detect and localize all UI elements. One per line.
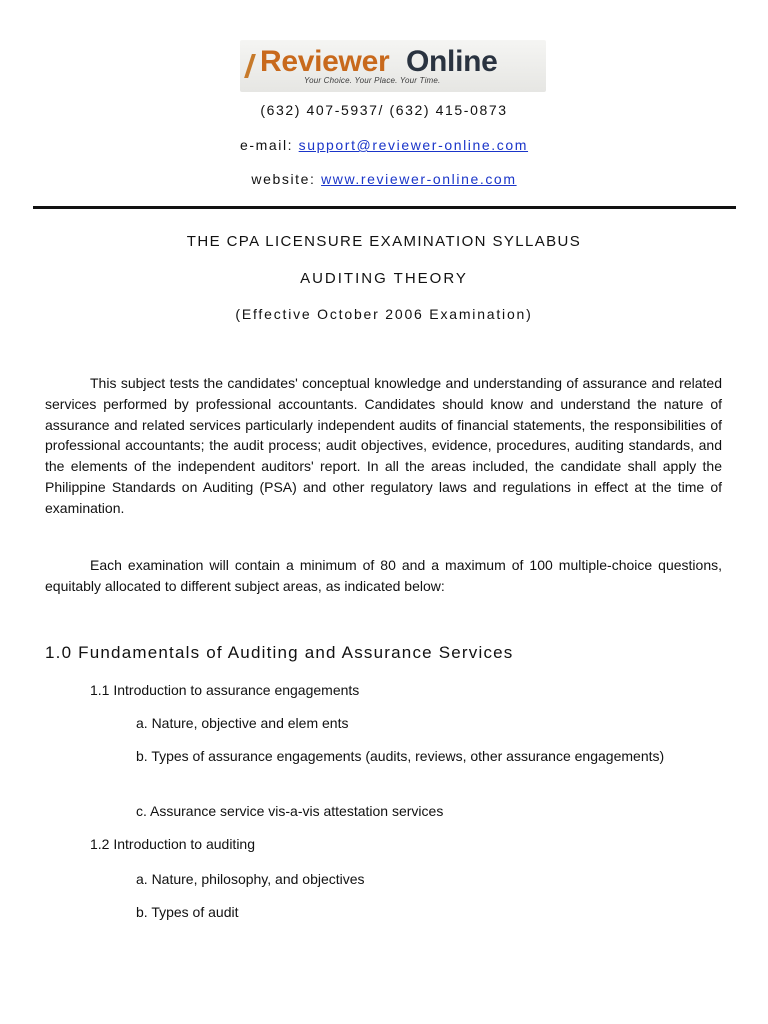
- subject-title: AUDITING THEORY: [300, 270, 468, 287]
- effective-date: (Effective October 2006 Examination): [235, 306, 533, 322]
- section-1-heading: 1.0 Fundamentals of Auditing and Assurance Services: [45, 643, 514, 662]
- contact-email-line: [0, 137, 768, 153]
- email-link[interactable]: support@reviewer-online.com: [298, 137, 529, 153]
- exam-format-paragraph: Each examination will contain a minimum of 80 and a maximum of 100 multiple-choice questions, equitably allocated to different subject areas, as indicated below:: [45, 557, 722, 594]
- logo-slash-mark: [244, 54, 256, 78]
- logo-tagline: Your Choice. Your Place. Your Time.: [304, 76, 441, 85]
- reviewer-online-logo: [240, 40, 546, 92]
- document-title: THE CPA LICENSURE EXAMINATION SYLLABUS: [186, 233, 582, 250]
- header-divider: [33, 206, 736, 209]
- logo-brand-part1: Reviewer: [260, 45, 390, 78]
- contact-phone: (632) 407-5937/ (632) 415-0873: [260, 102, 508, 118]
- website-label: website:: [251, 171, 316, 187]
- list-item: a. Nature, objective and elem ents: [136, 715, 349, 731]
- list-item: b. Types of audit: [136, 904, 239, 920]
- website-link[interactable]: www.reviewer-online.com: [321, 171, 517, 187]
- subsection-1-2: 1.2 Introduction to auditing: [90, 836, 256, 852]
- subsection-1-1: 1.1 Introduction to assurance engagements: [90, 682, 360, 698]
- list-item: a. Nature, philosophy, and objectives: [136, 871, 365, 887]
- intro-paragraph: This subject tests the candidates' conceptual knowledge and understanding of assurance and related services performed by professional accountants. Candidates should know and understand the nature of assurance and related services particularly independent audits of financial statements, the responsibilities of professional accountants; the audit process; audit objectives, evidence, procedures, auditing standards, and the elements of the independent auditors' report. In all the areas included, the candidate shall apply the Philippine Standards on Auditing (PSA) and other regulatory laws and regulations in effect at the time of examination.: [45, 375, 722, 516]
- email-label: e-mail:: [239, 137, 294, 153]
- list-item: c. Assurance service vis-a-vis attestation services: [136, 803, 444, 819]
- logo-brand-part2: Online: [406, 45, 498, 78]
- list-item: b. Types of assurance engagements (audits, reviews, other assurance engagements): [136, 748, 665, 764]
- contact-website-line: [0, 171, 768, 187]
